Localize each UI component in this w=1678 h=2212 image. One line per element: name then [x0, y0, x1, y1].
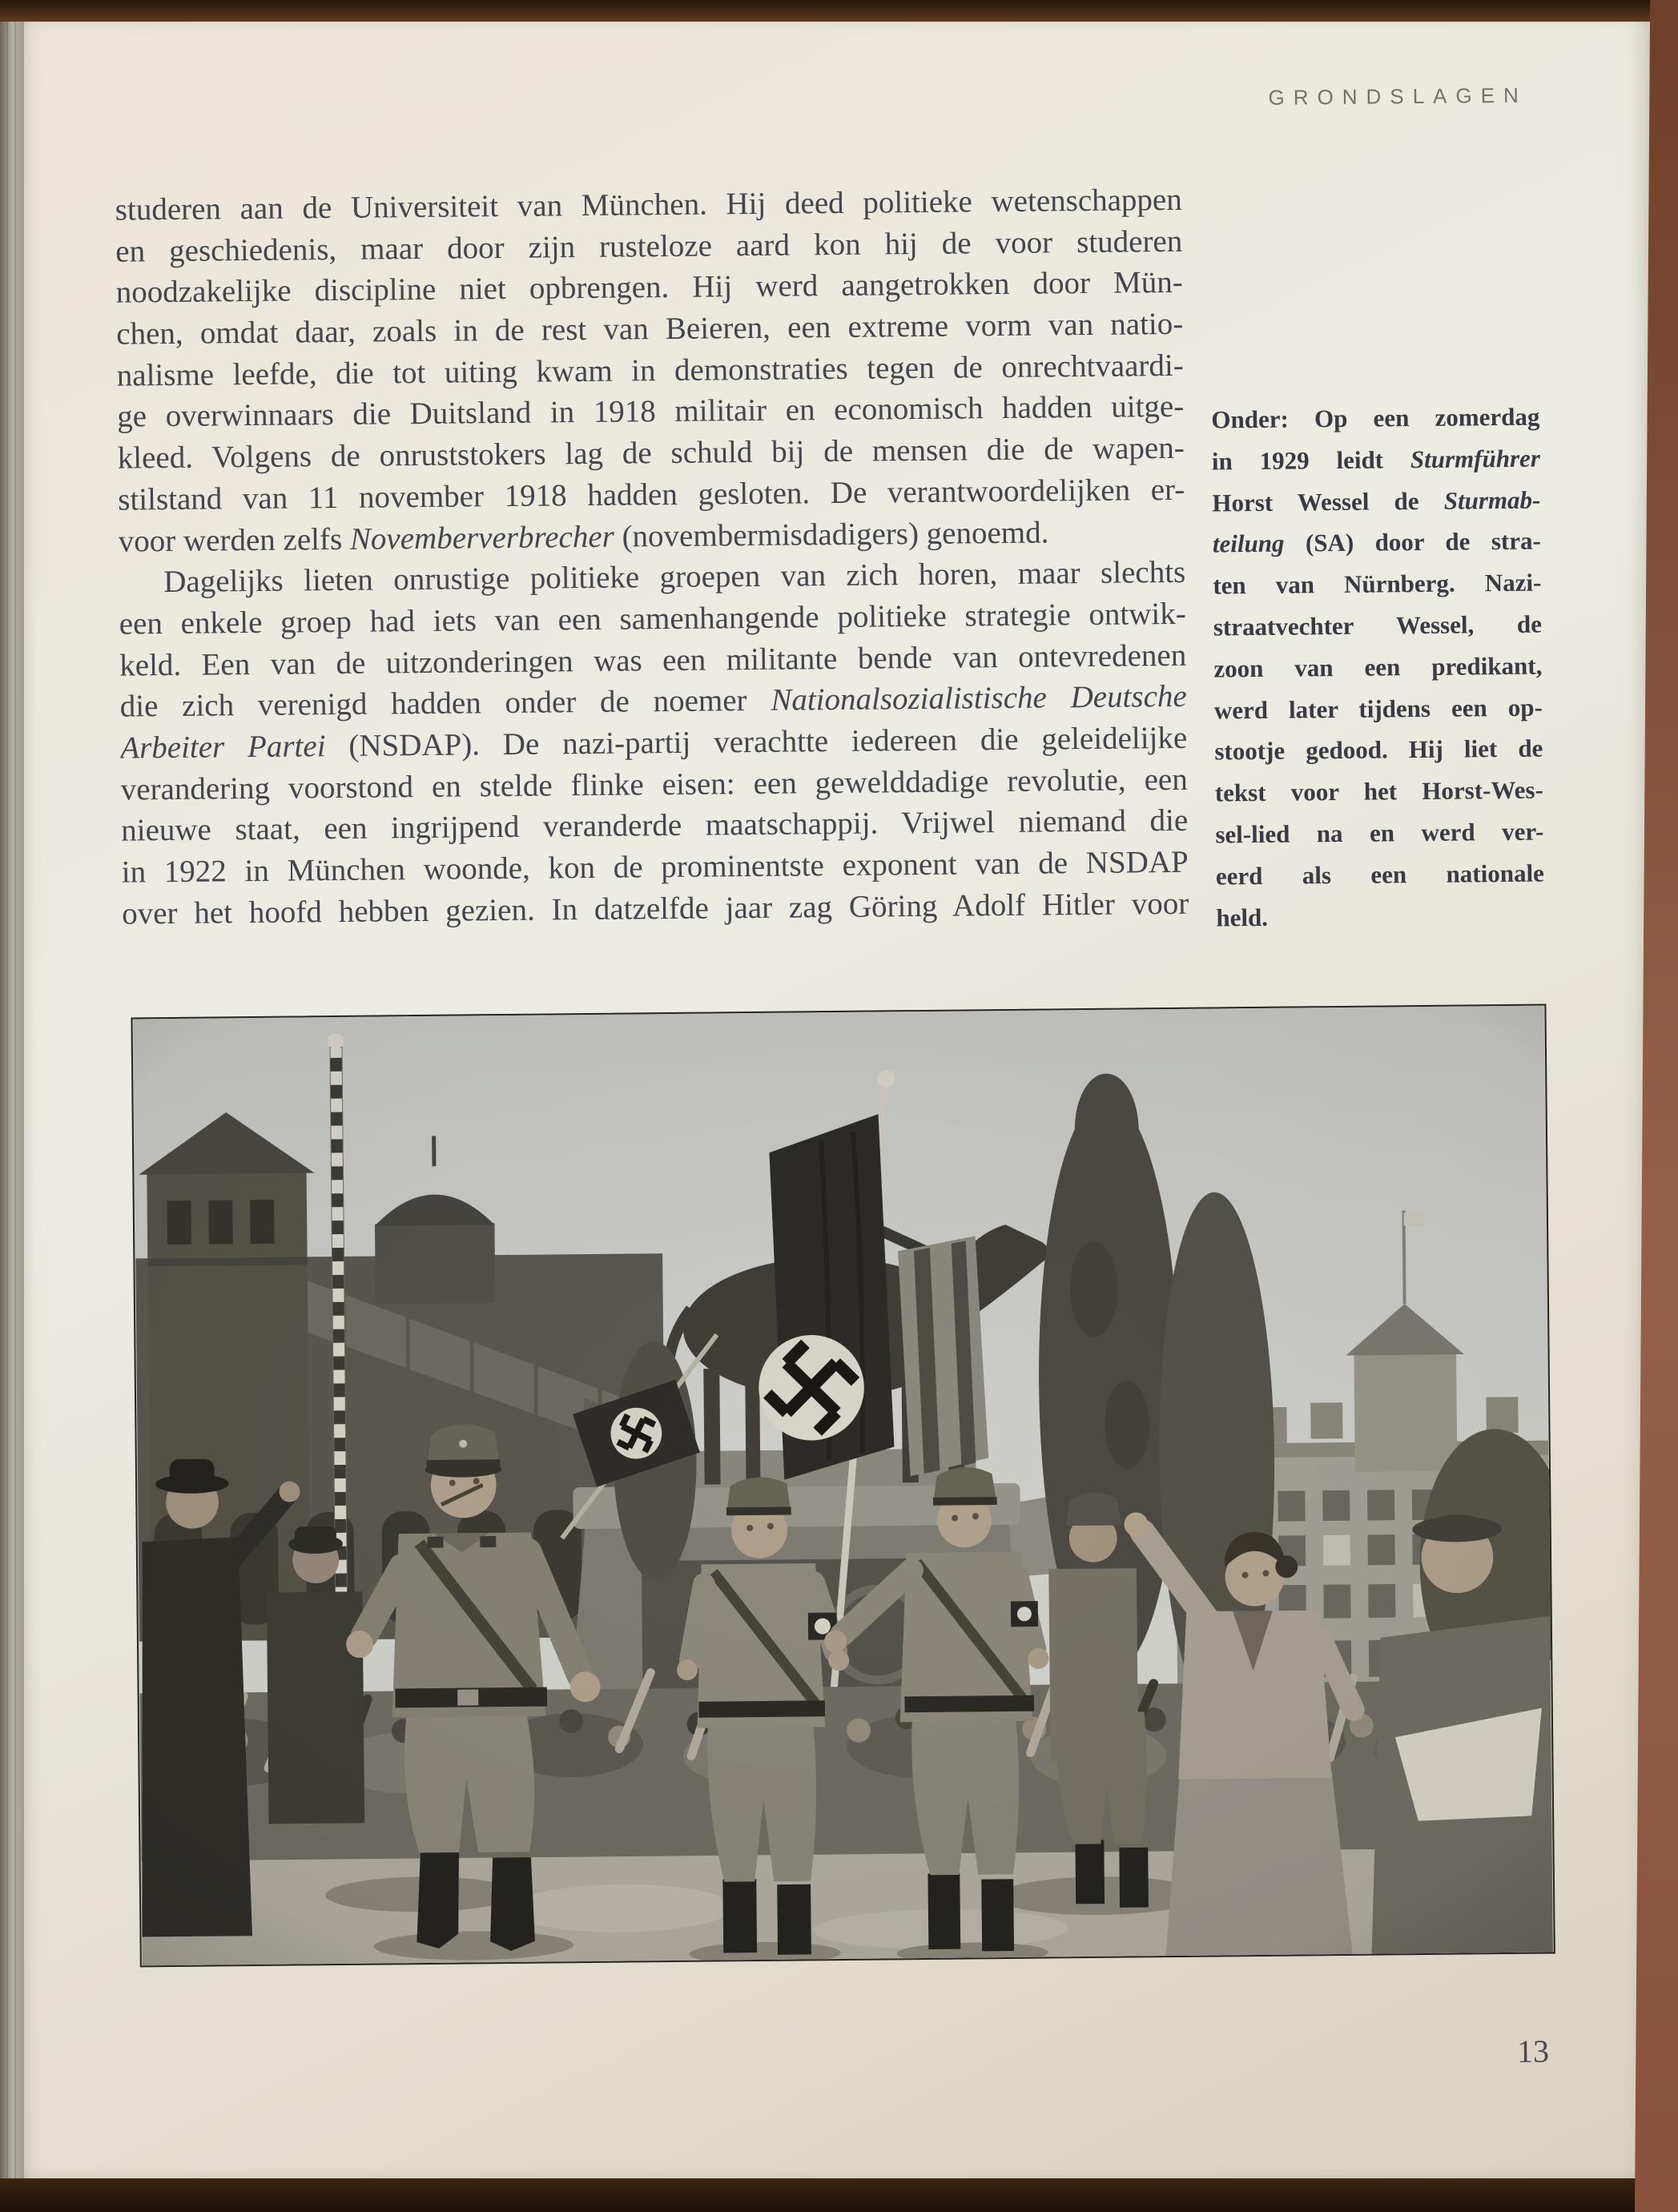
- text-line: ge overwinnaars die Duitsland in 1918 militair en economisch hadden uitge-: [117, 389, 1185, 435]
- marching-photo-illustration: [133, 1006, 1554, 1966]
- text-line: teilung (SA) door de stra-: [1212, 526, 1542, 558]
- text-line: werd later tijdens een op-: [1213, 693, 1543, 725]
- table-wood-bottom: [0, 2178, 1678, 2212]
- text-line: held.: [1216, 903, 1269, 932]
- book-page: [24, 21, 1652, 2178]
- text-line: sel-lied na en werd ver-: [1215, 817, 1544, 849]
- text-line: een enkele groep had iets van een samenhangende politieke strategie ontwik-: [119, 596, 1186, 641]
- photo-caption: [1211, 396, 1544, 939]
- text-line: tekst voor het Horst-Wes-: [1214, 775, 1544, 807]
- page-content: [14, 13, 1663, 2186]
- table-wood-top: [0, 0, 1678, 22]
- photo: [131, 1004, 1555, 1968]
- text-line: in 1929 leidt Sturmführer: [1211, 444, 1541, 476]
- text-line: verandering voorstond en stelde flinke eisen: een gewelddadige revolutie, een: [120, 762, 1188, 807]
- text-line: die zich verenigd hadden onder de noemer Nationalsozialistische Deutsche: [119, 679, 1187, 724]
- text-line: Horst Wessel de Sturmab-: [1212, 485, 1541, 517]
- chapter-header: GRONDSLAGEN: [1268, 82, 1527, 110]
- text-line: over het hoofd hebben gezien. In datzelfde jaar zag Göring Adolf Hitler voor: [122, 886, 1189, 931]
- text-line: zoon van een predikant,: [1213, 651, 1543, 683]
- text-line: Dagelijks lieten onrustige politieke groepen van zich horen, maar slechts: [163, 554, 1186, 600]
- text-line: stootje gedood. Hij liet de: [1214, 734, 1543, 766]
- text-line: stilstand van 11 november 1918 hadden gesloten. De verantwoordelijken er-: [118, 472, 1185, 517]
- text-line: straatvechter Wessel, de: [1213, 609, 1543, 641]
- text-line: nalisme leefde, die tot uiting kwam in demonstraties tegen de onrechtvaardi-: [116, 348, 1184, 393]
- text-line: keld. Een van de uitzonderingen was een militante bende van ontevredenen: [119, 637, 1187, 683]
- body-text-column: [115, 179, 1189, 935]
- text-line: en geschiedenis, maar door zijn rusteloze aard kon hij de voor studeren: [115, 223, 1183, 269]
- text-line: studeren aan de Universiteit van München. Hij deed politieke wetenschappen: [115, 182, 1182, 227]
- text-line: eerd als een nationale: [1215, 859, 1545, 891]
- text-line: in 1922 in München woonde, kon de prominentste exponent van de NSDAP: [121, 844, 1189, 890]
- text-line: chen, omdat daar, zoals in de rest van Beieren, een extreme vorm van natio-: [116, 306, 1184, 352]
- text-line: voor werden zelfs Novemberverbrecher (novembermisdadigers) genoemd.: [118, 514, 1049, 559]
- text-line: nieuwe staat, een ingrijpend veranderde maatschappij. Vrijwel niemand die: [121, 803, 1189, 848]
- text-line: noodzakelijke discipline niet opbrengen. Hij werd aangetrokken door Mün-: [115, 265, 1183, 310]
- text-line: ten van Nürnberg. Nazi-: [1213, 568, 1542, 600]
- text-line: Onder: Op een zomerdag: [1211, 402, 1540, 434]
- photo-vignette: [133, 1006, 1552, 1966]
- text-line: Arbeiter Partei (NSDAP). De nazi-partij verachtte iedereen die geleidelijke: [120, 720, 1188, 766]
- page-number: 13: [1516, 2033, 1550, 2069]
- text-line: kleed. Volgens de onruststokers lag de schuld bij de mensen die de wapen-: [117, 430, 1185, 476]
